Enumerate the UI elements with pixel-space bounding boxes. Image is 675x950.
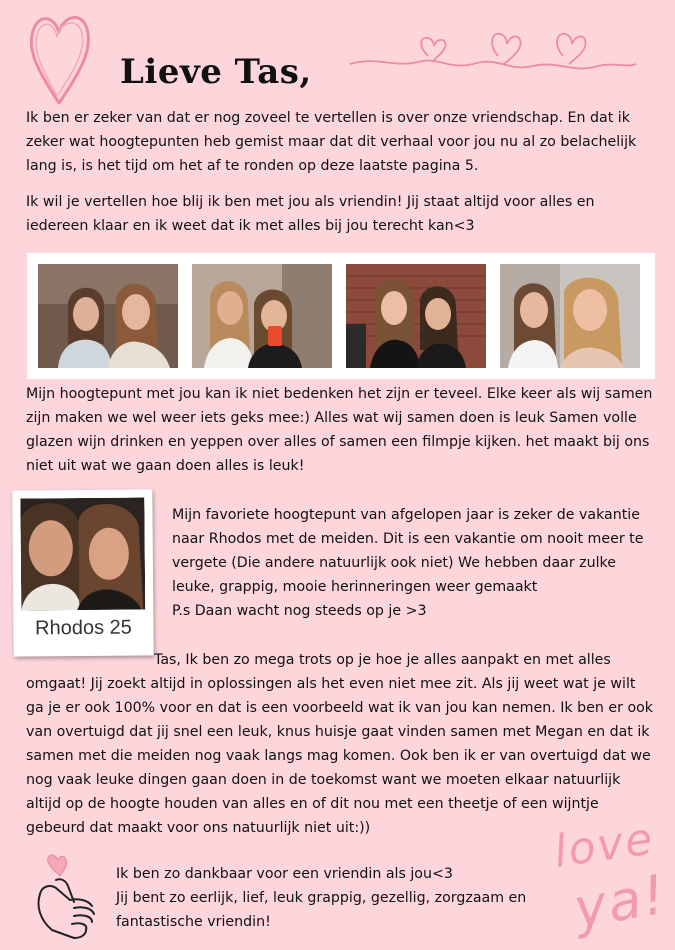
polaroid-caption: Rhodos 25 xyxy=(35,616,132,640)
photo-2 xyxy=(192,264,332,368)
closing-paragraph xyxy=(116,862,596,934)
love-text: love xyxy=(550,813,658,878)
polaroid-photo xyxy=(12,489,153,656)
closing-line-1: Ik ben zo dankbaar voor een vriendin als jou<3 xyxy=(116,866,453,882)
photo-3 xyxy=(346,264,486,368)
highlight-paragraph: Mijn hoogtepunt met jou kan ik niet bedenken het zijn er teveel. Elke keer als wij samen zijn maken we wel weer iets geks mee:) Alles wat wij samen doen is leuk Samen volle glazen wijn drinken en yeppen over alles of samen een filmpje kijken. het maakt bij ons niet uit wat we gaan doen alles is leuk! xyxy=(26,386,653,474)
happy-paragraph: Ik wil je vertellen hoe blij ik ben met jou als vriendin! Jij staat altijd voor alles en iedereen klaar en ik weet dat ik met alles bij jou terecht kan<3 xyxy=(26,194,595,234)
photo-strip xyxy=(27,253,655,379)
intro-paragraph: Ik ben er zeker van dat er nog zoveel te vertellen is over onze vriendschap. En dat ik zeker wat hoogtepunten heb gemist maar dat dit verhaal voor jou nu al zo belachelijk lang is, is het tijd om het af te ronden op deze laatste pagina 5. xyxy=(26,110,637,174)
rhodos-photo xyxy=(20,497,145,610)
ya-text: ya! xyxy=(569,862,672,941)
photo-1 xyxy=(38,264,178,368)
proud-paragraph: Tas, Ik ben zo mega trots op je hoe je alles aanpakt en met alles omgaat! Jij zoekt altijd in oplossingen als het even niet mee zit. Als jij weet wat je wilt ga je er ook 100% voor en dat is een voorbeeld wat ik van jou kan nemen. Ik ben er ook van overtuigd dat jij snel een leuk, knus huisje gaat vinden samen met Megan en dat ik samen met die meiden nog vaak langs mag komen. Ook ben ik er van overtuigd dat we nog vaak leuke dingen gaan doen in de toekomst want we moeten elkaar natuurlijk altijd op de hoogte houden van alles en of dit nou met een theetje of een wijntje gebeurd dat maakt voor ons natuurlijk niet uit:)) xyxy=(26,652,654,836)
rhodos-ps-text: P.s Daan wacht nog steeds op je >3 xyxy=(172,603,427,619)
photo-4 xyxy=(500,264,640,368)
hearts-garland-icon xyxy=(348,26,638,86)
finger-heart-hand-icon xyxy=(30,850,110,945)
rhodos-paragraph xyxy=(172,503,652,623)
rhodos-main-text: Mijn favoriete hoogtepunt van afgelopen jaar is zeker de vakantie naar Rhodos met de meiden. Dit is een vakantie om nooit meer te vergete (Die andere natuurlijk ook niet) We hebben daar zulke leuke, grappig, mooie herinneringen weer gemaakt xyxy=(172,507,644,595)
page-title: Lieve Tas, xyxy=(120,52,312,92)
heart-outline-icon xyxy=(24,8,94,108)
love-ya-decoration xyxy=(548,813,672,950)
closing-line-2: Jij bent zo eerlijk, lief, leuk grappig, gezellig, zorgzaam en fantastische vriendin! xyxy=(116,890,527,930)
